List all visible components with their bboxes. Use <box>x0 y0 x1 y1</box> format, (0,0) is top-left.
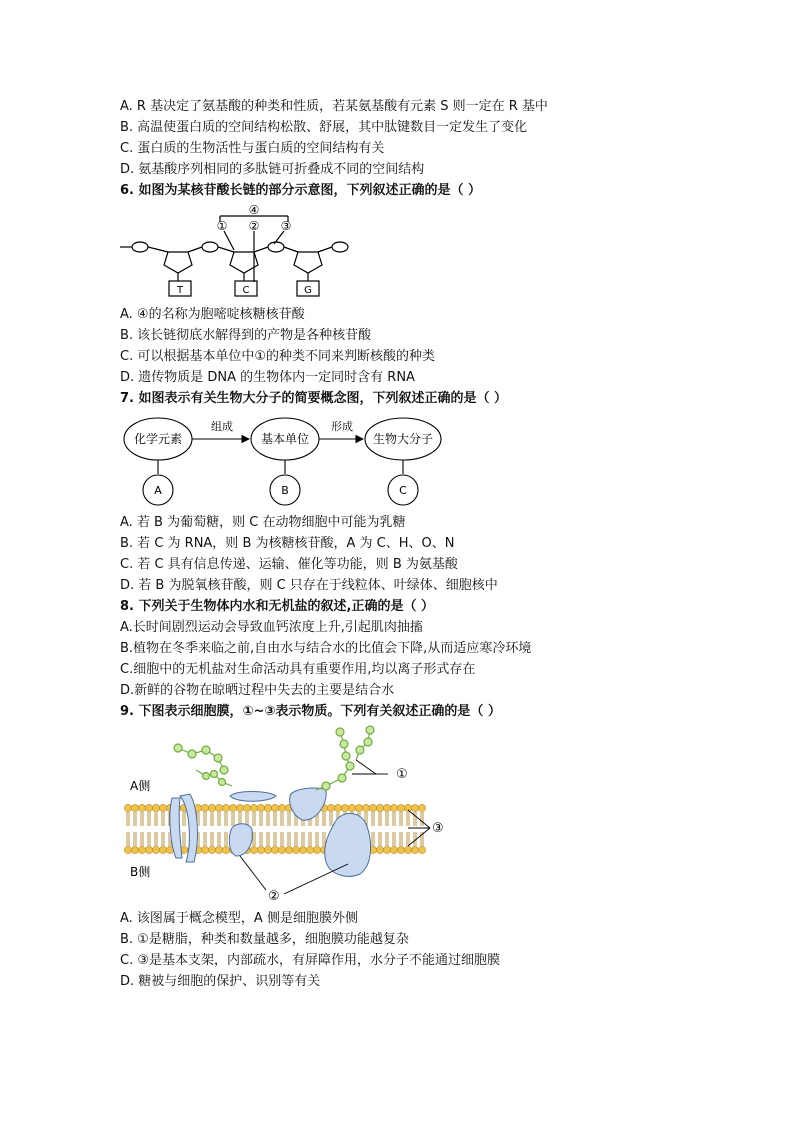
phosphate-2 <box>202 242 218 252</box>
q7-stem: 7. 如图表示有关生物大分子的简要概念图，下列叙述正确的是（ ） <box>120 391 508 406</box>
q7-option-c: C. 若 C 具有信息传递、运输、催化等功能，则 B 为氨基酸 <box>120 557 458 572</box>
circle-b-label: B <box>281 484 289 497</box>
q6-option-b: B. 该长链彻底水解得到的产物是各种核苷酸 <box>120 328 372 343</box>
phosphate-1 <box>132 242 148 252</box>
node-unit-label: 基本单位 <box>260 432 310 446</box>
q6-option-d: D. 遗传物质是 DNA 的生物体内一定同时含有 RNA <box>120 370 415 385</box>
base-t: T <box>176 285 184 296</box>
q5-option-d: D. 氨基酸序列相同的多肽链可折叠成不同的空间结构 <box>120 162 425 177</box>
phosphate-4 <box>332 242 348 252</box>
q5-option-b: B. 高温使蛋白质的空间结构松散、舒展，其中肽键数目一定发生了变化 <box>120 120 528 135</box>
node-macromolecule-label: 生物大分子 <box>372 432 434 446</box>
q8-option-b: B.植物在冬季来临之前,自由水与结合水的比值会下降,从而适应寒冷环境 <box>120 641 532 656</box>
cell-membrane-figure <box>120 724 460 906</box>
arrow-form-label: 形成 <box>331 420 353 433</box>
peripheral-protein-top <box>230 792 276 802</box>
sugar-3 <box>294 252 322 273</box>
label-2: ② <box>248 219 260 233</box>
base-g: G <box>304 285 312 296</box>
q7-option-d: D. 若 B 为脱氧核苷酸，则 C 只存在于线粒体、叶绿体、细胞核中 <box>120 578 498 593</box>
label-1: ① <box>216 219 228 233</box>
concept-map-figure <box>120 412 460 510</box>
q9-option-b: B. ①是糖脂，种类和数量越多，细胞膜功能越复杂 <box>120 932 409 947</box>
q5-option-a: A. R 基决定了氨基酸的种类和性质，若某氨基酸有元素 S 则一定在 R 基中 <box>120 99 548 114</box>
q7-option-b: B. 若 C 为 RNA，则 B 为核糖核苷酸，A 为 C、H、O、N <box>120 536 455 551</box>
side-b-label: B侧 <box>130 865 151 879</box>
label-4: ④ <box>248 203 260 217</box>
q5-option-c: C. 蛋白质的生物活性与蛋白质的空间结构有关 <box>120 141 385 156</box>
sugar-1 <box>164 252 192 273</box>
q6-option-c: C. 可以根据基本单位中①的种类不同来判断核酸的种类 <box>120 349 435 364</box>
side-a-label: A侧 <box>130 779 151 793</box>
q8-option-a: A.长时间剧烈运动会导致血钙浓度上升,引起肌肉抽搐 <box>120 620 423 635</box>
q9-stem: 9. 下图表示细胞膜，①~③表示物质。下列有关叙述正确的是（ ） <box>120 704 501 719</box>
label-3: ③ <box>280 219 292 233</box>
node-elements-label: 化学元素 <box>133 432 183 446</box>
q6-stem: 6. 如图为某核苷酸长链的部分示意图，下列叙述正确的是（ ） <box>120 183 482 198</box>
q9-option-a: A. 该图属于概念模型，A 侧是细胞膜外侧 <box>120 911 358 926</box>
label-1: ① <box>396 767 408 782</box>
q8-option-c: C.细胞中的无机盐对生命活动具有重要作用,均以离子形式存在 <box>120 662 476 677</box>
nucleotide-chain-figure <box>120 202 380 302</box>
label-2: ② <box>268 889 280 904</box>
circle-a-label: A <box>154 484 162 497</box>
sugar-chains <box>174 726 374 790</box>
circle-c-label: C <box>399 484 407 497</box>
arrow-compose-label: 组成 <box>211 420 233 433</box>
q8-stem: 8. 下列关于生物体内水和无机盐的叙述,正确的是（ ） <box>120 599 434 614</box>
base-c: C <box>242 285 250 296</box>
q9-option-d: D. 糖被与细胞的保护、识别等有关 <box>120 974 321 989</box>
q6-option-a: A. ④的名称为胞嘧啶核糖核苷酸 <box>120 307 305 322</box>
q7-option-a: A. 若 B 为葡萄糖，则 C 在动物细胞中可能为乳糖 <box>120 515 406 530</box>
q9-option-c: C. ③是基本支架，内部疏水，有屏障作用，水分子不能通过细胞膜 <box>120 953 500 968</box>
q8-option-d: D.新鲜的谷物在晾晒过程中失去的主要是结合水 <box>120 683 395 698</box>
label-3: ③ <box>432 821 444 836</box>
phosphate-3 <box>268 242 284 252</box>
